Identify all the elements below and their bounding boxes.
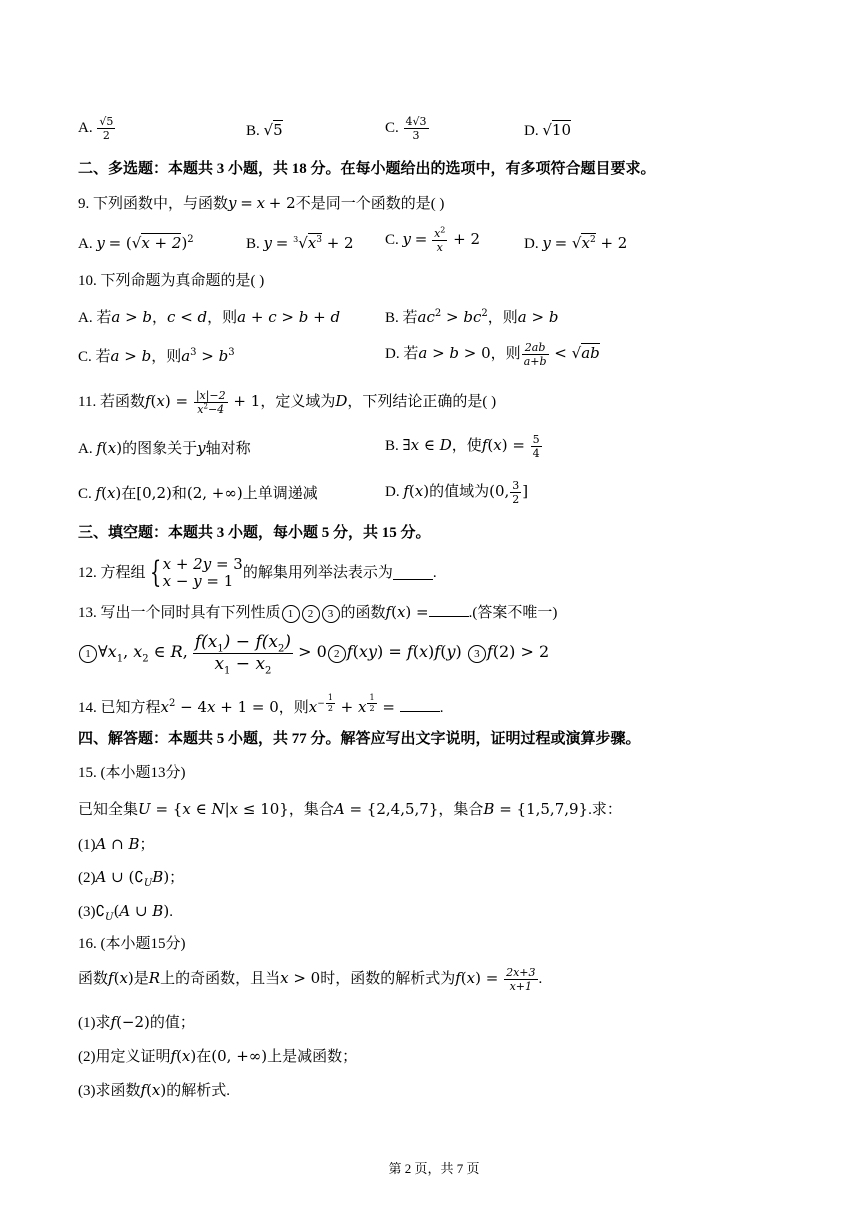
- question-11-stem: 11. 若函数f(x) = $\frac{|x|-2}{x^2-4}$ + 1，定义域为D，下列结论正确的是( ): [78, 389, 497, 416]
- question-16-stem: 函数f(x)是R上的奇函数，且当x > 0时，函数的解析式为f(x) = $\frac{2x+3}{x+1}$ .: [78, 966, 543, 993]
- question-16-part-1: (1)求f(−2)的值；: [78, 1013, 195, 1031]
- question-10-option-a: A. 若a > b，c < d，则a + c > b + d: [78, 308, 341, 326]
- question-11-option-b: B. ∃x ∈ D，使f(x) = $\frac{5}{4}$: [385, 433, 540, 460]
- question-15-part-1: (1)A ∩ B；: [78, 835, 155, 853]
- fraction: $\frac{4√3}{3}$: [405, 115, 427, 142]
- circled-number: 1: [79, 645, 97, 663]
- fraction: $\frac{2x+3}{x+1}$: [506, 966, 536, 993]
- fraction: $\frac{3}{2}$: [512, 479, 520, 506]
- circled-number: 3: [322, 605, 340, 623]
- question-14: 14. 已知方程$x^2 - 4x + 1 = 0$，则$x^{- \frac{1}{2}}$ + x $^{\frac{1}{2}}$ = .: [78, 693, 444, 716]
- question-13: 13. 写出一个同时具有下列性质 1 2 3 的函数f(x) = .(答案不唯一): [78, 603, 558, 621]
- question-11-option-d: D. f(x)的值域为(0, $\frac{3}{2}$ ]: [385, 479, 529, 506]
- section-heading-problems: 四、解答题：本题共 5 小题，共 77 分。解答应写出文字说明，证明过程或演算步骤。: [78, 731, 641, 747]
- question-9-option-a: A. $y = (√x + 2)^2$: [78, 234, 194, 252]
- question-15-part-2: (2)A ∪ $(∁_UB)$；: [78, 868, 185, 889]
- equation-system: x + 2y = 3 x − y = 1: [162, 555, 243, 591]
- question-11-option-c: C. f(x)在[0,2)和(2, +∞)上单调递减: [78, 484, 318, 502]
- question-10-option-c: C. 若a > b，则$a^3 > b^3$: [78, 347, 235, 365]
- answer-blank[interactable]: [429, 604, 469, 617]
- section-heading-fill-in: 三、填空题：本题共 3 小题，每小题 5 分，共 15 分。: [78, 525, 431, 541]
- question-16-part-2: (2)用定义证明f(x)在(0, +∞)上是减函数；: [78, 1047, 358, 1065]
- circled-number: 2: [302, 605, 320, 623]
- q8-option-a: A. $\frac{√5}{2}$: [78, 115, 114, 142]
- question-9-option-b: B. $y = ^3√x^3 + 2$: [246, 234, 354, 252]
- q8-option-d: D. √10: [524, 121, 571, 139]
- fraction: $\frac{|x|-2}{x^2-4}$: [195, 389, 226, 416]
- circled-number: 2: [328, 645, 346, 663]
- circled-number: 1: [282, 605, 300, 623]
- question-16-part-3: (3)求函数f(x)的解析式.: [78, 1081, 231, 1099]
- section-heading-multiple-choice: 二、多选题：本题共 3 小题，共 18 分。在每小题给出的选项中，有多项符合题目要求。: [78, 161, 656, 177]
- question-9-option-c: C. y = $\frac{x^2}{x}$ + 2: [385, 225, 481, 254]
- fraction: $\frac{f(x_1) - f(x_2)}{x_1 - x_2}$: [194, 632, 291, 677]
- question-15-part-3: $(3)∁_U(A$ ∪ B).: [78, 902, 173, 923]
- page-footer: 第 2 页，共 7 页: [388, 1161, 480, 1176]
- fraction: $\frac{√5}{2}$: [99, 115, 114, 142]
- question-9-option-d: D. $y = √x^2 + 2$: [524, 234, 628, 252]
- question-10-option-d: D. 若a > b > 0，则 $\frac{2ab}{a+b}$ < √ab: [385, 341, 600, 368]
- question-15-stem: 已知全集U = {x ∈ N|x ≤ 10}，集合A = {2,4,5,7}，集合B = {1,5,7,9}.求：: [78, 800, 622, 818]
- question-10-option-b: B. 若$ac^2 > bc^2$，则a > b: [385, 308, 559, 326]
- circled-number: 3: [468, 645, 486, 663]
- fraction: $\frac{2ab}{a+b}$: [523, 341, 547, 368]
- question-9-stem: 9. 下列函数中，与函数y = x + 2不是同一个函数的是( ): [78, 194, 445, 212]
- question-16-heading: 16. (本小题15分): [78, 936, 186, 952]
- question-15-heading: 15. (本小题13分): [78, 765, 186, 781]
- fraction: $\frac{x^2}{x}$: [434, 225, 446, 254]
- question-11-option-a: A. f(x)的图象关于y轴对称: [78, 439, 251, 457]
- q8-option-c: C. $\frac{4√3}{3}$: [385, 115, 427, 142]
- question-13-properties: 1 $\forall x_1$, $x_2$ ∈ R, $\frac{f(x_1) - f(x_2)}{x_1 - x_2}$ > 0 2 f(xy) = f(x)f(y) 3 f(2) > 2: [78, 634, 549, 673]
- question-12: 12. 方程组 { x + 2y = 3 x − y = 1 的解集用列举法表示为 .: [78, 555, 437, 591]
- question-10-stem: 10. 下列命题为真命题的是( ): [78, 273, 265, 289]
- q8-option-b: B. √5: [246, 121, 283, 139]
- left-brace-icon: {: [149, 555, 161, 591]
- answer-blank[interactable]: [393, 567, 433, 580]
- answer-blank[interactable]: [400, 699, 440, 712]
- fraction: $\frac{5}{4}$: [532, 433, 540, 460]
